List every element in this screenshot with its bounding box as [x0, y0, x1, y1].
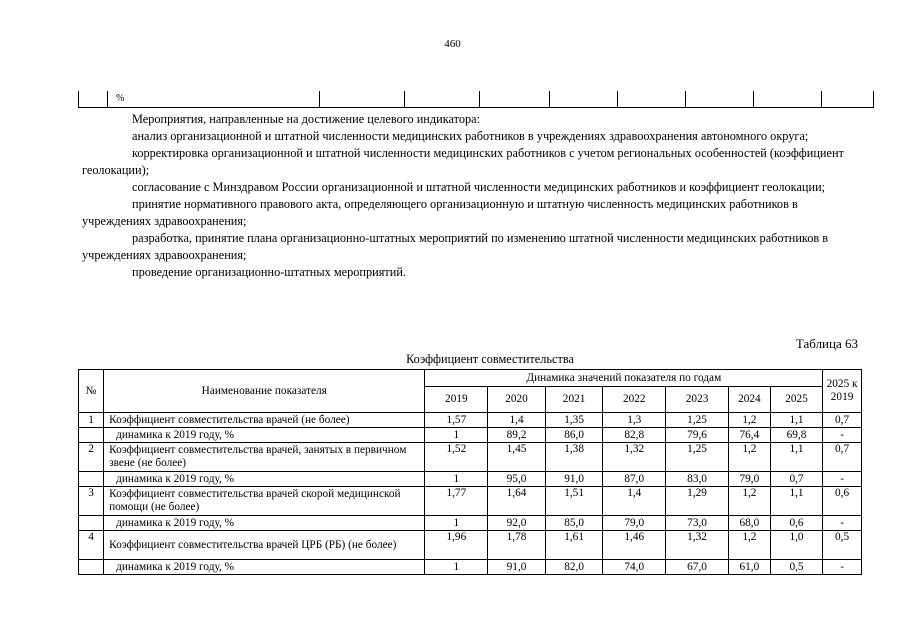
header-year: 2021 — [545, 387, 603, 413]
cell: 1,2 — [728, 487, 770, 516]
cell: 1,38 — [545, 443, 603, 472]
cell: 92,0 — [488, 516, 546, 531]
row-num: 4 — [79, 531, 104, 560]
cell: 1,35 — [545, 413, 603, 428]
row-dyn-name: динамика к 2019 году, % — [104, 516, 425, 531]
cell: 67,0 — [666, 560, 729, 575]
row-dyn-name: динамика к 2019 году, % — [104, 560, 425, 575]
row-num: 3 — [79, 487, 104, 516]
paragraph: принятие нормативного правового акта, определяющего организационную и штатную численность медицинских работников в учреждениях здравоохранения; — [82, 197, 798, 228]
cell: 86,0 — [545, 428, 603, 443]
cell: 1 — [425, 472, 488, 487]
row-num: 2 — [79, 443, 104, 472]
cell: 1,61 — [545, 531, 603, 560]
cell: 83,0 — [666, 472, 729, 487]
page-number: 460 — [444, 38, 461, 50]
row-name: Коэффициент совместительства врачей ЦРБ (РБ) (не более) — [104, 531, 425, 560]
cell: 0,7 — [770, 472, 822, 487]
cell: 1,96 — [425, 531, 488, 560]
cell: 1,4 — [603, 487, 666, 516]
cell: - — [823, 560, 862, 575]
cell: 1,1 — [770, 487, 822, 516]
row-dyn-name: динамика к 2019 году, % — [104, 472, 425, 487]
cell: 1,2 — [728, 443, 770, 472]
cell: 1,25 — [666, 443, 729, 472]
row-num: 1 — [79, 413, 104, 428]
cell: - — [823, 472, 862, 487]
cell: 1,4 — [488, 413, 546, 428]
unit-label: % — [116, 93, 125, 104]
cell: 1 — [425, 428, 488, 443]
cell: 95,0 — [488, 472, 546, 487]
row-name: Коэффициент совместительства врачей скорой медицинской помощи (не более) — [104, 487, 425, 516]
cell: - — [823, 428, 862, 443]
table-row — [79, 472, 862, 487]
cell: 1,32 — [603, 443, 666, 472]
paragraph: разработка, принятие плана организационно-штатных мероприятий по изменению штатной численности медицинских работников в учреждениях здравоохранения; — [82, 231, 829, 262]
cell: 0,6 — [823, 487, 862, 516]
cell: 1,1 — [770, 443, 822, 472]
row-dyn-name: динамика к 2019 году, % — [104, 428, 425, 443]
cell: 1,3 — [603, 413, 666, 428]
table-row — [79, 560, 862, 575]
cell: 76,4 — [728, 428, 770, 443]
table-row — [79, 487, 862, 516]
cell: 1,64 — [488, 487, 546, 516]
table-row — [79, 413, 862, 428]
table-title: Коэффициент совместительства — [406, 352, 574, 366]
cell: 1,57 — [425, 413, 488, 428]
cell: 0,5 — [823, 531, 862, 560]
cell: 91,0 — [488, 560, 546, 575]
cell: 1,46 — [603, 531, 666, 560]
cell: 61,0 — [728, 560, 770, 575]
cell: 1,77 — [425, 487, 488, 516]
cell: 68,0 — [728, 516, 770, 531]
cell: 0,6 — [770, 516, 822, 531]
continued-table-row — [78, 91, 874, 108]
cell: 73,0 — [666, 516, 729, 531]
cell: 1,2 — [728, 531, 770, 560]
cell: 69,8 — [770, 428, 822, 443]
cell: 1,2 — [728, 413, 770, 428]
header-year: 2023 — [666, 387, 729, 413]
cell: 1,45 — [488, 443, 546, 472]
measures-text — [82, 111, 857, 281]
cell: 1 — [425, 516, 488, 531]
cell: 1,32 — [666, 531, 729, 560]
header-num: № — [79, 370, 104, 413]
header-year: 2024 — [728, 387, 770, 413]
cell: 0,7 — [823, 413, 862, 428]
paragraph: корректировка организационной и штатной численности медицинских работников с учетом региональных особенностей (коэффициент геолокации); — [82, 146, 844, 177]
cell: 79,0 — [728, 472, 770, 487]
cell: - — [823, 516, 862, 531]
paragraph: Мероприятия, направленные на достижение целевого индикатора: — [132, 112, 481, 126]
coefficient-table — [78, 369, 862, 575]
table-row — [79, 531, 862, 560]
cell: 1,29 — [666, 487, 729, 516]
header-year: 2025 — [770, 387, 822, 413]
header-year: 2020 — [488, 387, 546, 413]
cell: 1,0 — [770, 531, 822, 560]
cell: 79,6 — [666, 428, 729, 443]
cell: 85,0 — [545, 516, 603, 531]
cell: 1,51 — [545, 487, 603, 516]
cell: 87,0 — [603, 472, 666, 487]
header-dynamics: Динамика значений показателя по годам — [425, 370, 823, 387]
table-row — [79, 428, 862, 443]
cell: 74,0 — [603, 560, 666, 575]
cell: 1 — [425, 560, 488, 575]
cell: 1,1 — [770, 413, 822, 428]
cell: 82,8 — [603, 428, 666, 443]
table-label: Таблица 63 — [795, 336, 858, 351]
header-year: 2019 — [425, 387, 488, 413]
cell: 82,0 — [545, 560, 603, 575]
cell: 1,52 — [425, 443, 488, 472]
cell: 1,78 — [488, 531, 546, 560]
paragraph: согласование с Минздравом России организационной и штатной численности медицинских работников и коэффициент геолокации; — [132, 180, 826, 194]
paragraph: анализ организационной и штатной численности медицинских работников в учреждениях здравоохранения автономного округа; — [132, 129, 809, 143]
header-name: Наименование показателя — [104, 370, 425, 413]
cell: 89,2 — [488, 428, 546, 443]
paragraph: проведение организационно-штатных мероприятий. — [132, 265, 406, 279]
header-last: 2025 к 2019 — [823, 370, 862, 413]
cell: 79,0 — [603, 516, 666, 531]
row-name: Коэффициент совместительства врачей (не более) — [104, 413, 425, 428]
cell: 0,5 — [770, 560, 822, 575]
cell: 91,0 — [545, 472, 603, 487]
row-name: Коэффициент совместительства врачей, занятых в первичном звене (не более) — [104, 443, 425, 472]
cell: 1,25 — [666, 413, 729, 428]
cell: 0,7 — [823, 443, 862, 472]
header-year: 2022 — [603, 387, 666, 413]
table-row — [79, 516, 862, 531]
table-row — [79, 443, 862, 472]
